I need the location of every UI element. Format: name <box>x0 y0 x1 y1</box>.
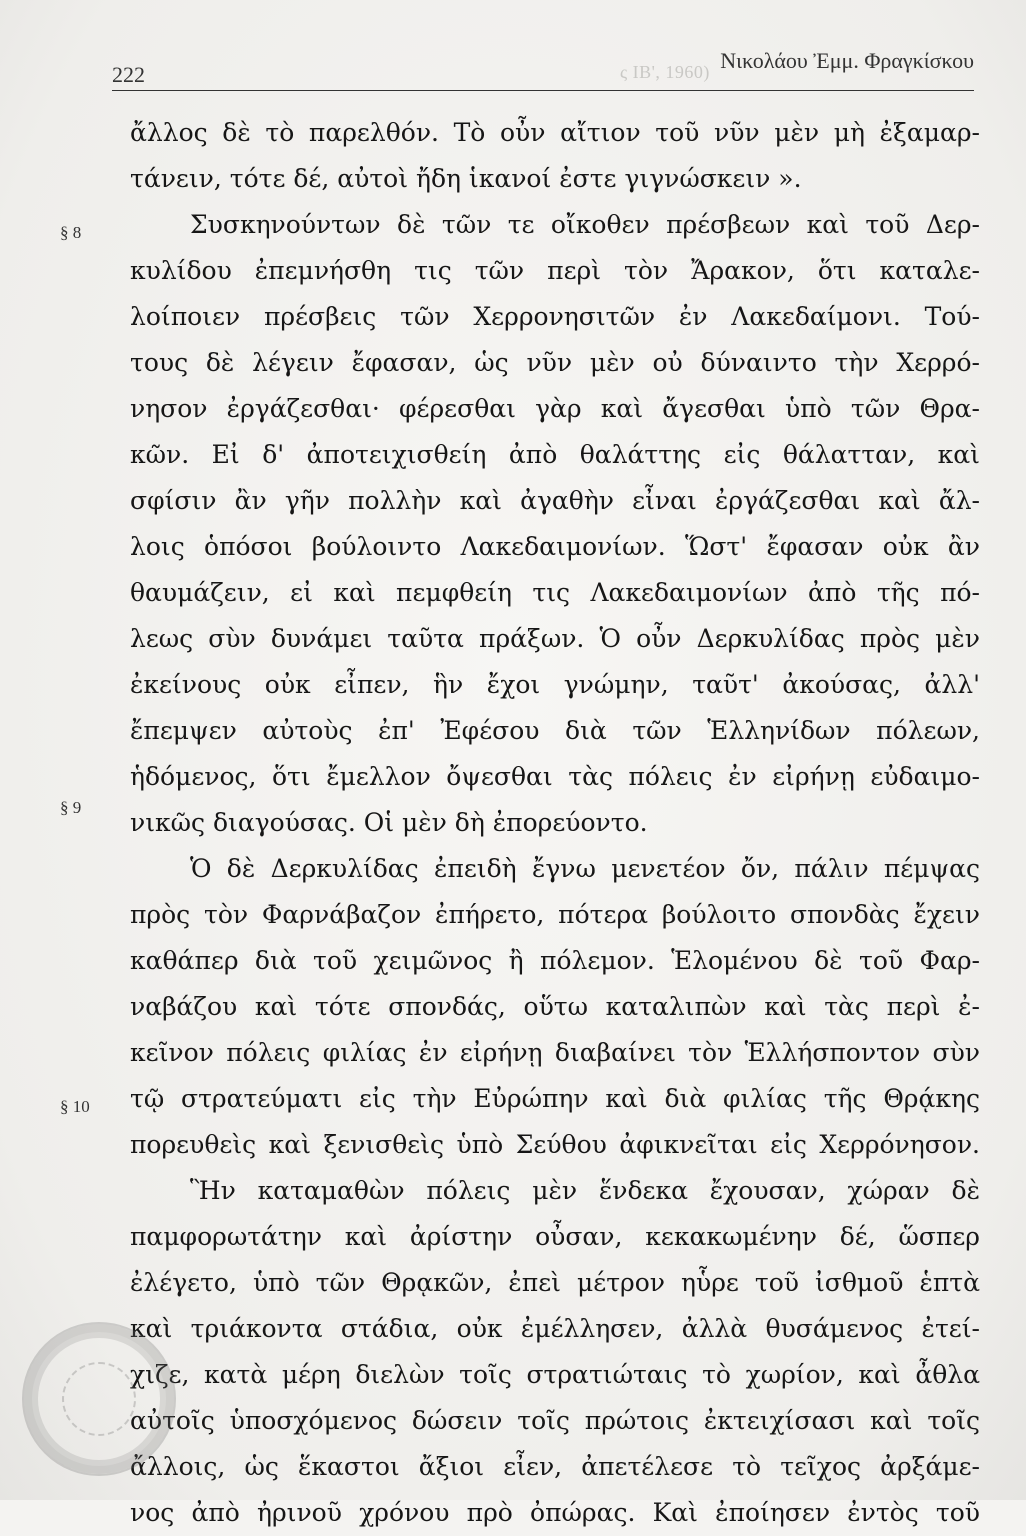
text-line: αὐτοῖς ὑποσχόμενος δώσειν τοῖς πρώτοις ἐκτειχίσασι καὶ τοῖς <box>130 1406 980 1435</box>
text-line: Ὁ δὲ Δερκυλίδας ἐπειδὴ ἔγνω μενετέον ὄν, πάλιν πέμψας <box>190 854 980 883</box>
text-line: λοις ὁπόσοι βούλοιντο Λακεδαιμονίων. Ὥστ' ἔφασαν οὐκ ἂν <box>130 532 980 561</box>
text-line: ἐλέγετο, ὑπὸ τῶν Θρᾳκῶν, ἐπεὶ μέτρον ηὗρε τοῦ ἰσθμοῦ ἑπτὰ <box>130 1268 980 1297</box>
text-line: Συσκηνούντων δὲ τῶν τε οἴκοθεν πρέσβεων καὶ τοῦ Δερ- <box>190 210 980 239</box>
page-header <box>112 48 974 91</box>
text-line: τάνειν, τότε δέ, αὐτοὶ ἤδη ἱκανοί ἐστε γιγνώσκειν ». <box>130 164 802 193</box>
text-line: σφίσιν ἂν γῆν πολλὴν καὶ ἀγαθὴν εἶναι ἐργάζεσθαι καὶ ἄλ- <box>130 486 980 515</box>
text-line: ἄλλος δὲ τὸ παρελθόν. Τὸ οὖν αἴτιον τοῦ νῦν μὲν μὴ ἐξαμαρ- <box>130 118 980 147</box>
text-line: νος ἀπὸ ἠρινοῦ χρόνου πρὸ ὀπώρας. Καὶ ἐποίησεν ἐντὸς τοῦ <box>130 1498 980 1527</box>
text-line: ἄλλοις, ὡς ἕκαστοι ἄξιοι εἶεν, ἀπετέλεσε τὸ τεῖχος ἀρξάμε- <box>130 1452 980 1481</box>
section-mark-9: § 9 <box>60 798 82 817</box>
text-line: ἐκείνους οὐκ εἶπεν, ἣν ἔχοι γνώμην, ταῦτ' ἀκούσας, ἀλλ' <box>130 670 980 699</box>
text-line: κυλίδου ἐπεμνήσθη τις τῶν περὶ τὸν Ἄρακον, ὅτι καταλε- <box>130 256 980 285</box>
stamp-center <box>62 1362 136 1436</box>
text-line: νησον ἐργάζεσθαι· φέρεσθαι γὰρ καὶ ἄγεσθαι ὑπὸ τῶν Θρα- <box>130 394 980 423</box>
section-mark-10: § 10 <box>60 1097 90 1116</box>
text-line: τους δὲ λέγειν ἔφασαν, ὡς νῦν μὲν οὐ δύναιντο τὴν Χερρό- <box>130 348 980 377</box>
text-line: λοίποιεν πρέσβεις τῶν Χερρονησιτῶν ἐν Λακεδαίμονι. Τού- <box>130 302 980 331</box>
text-line: Ἣν καταμαθὼν πόλεις μὲν ἕνδεκα ἔχουσαν, χώραν δὲ <box>190 1176 980 1205</box>
body-text <box>130 110 980 1536</box>
text-line: λεως σὺν δυνάμει ταῦτα πράξων. Ὁ οὖν Δερκυλίδας πρὸς μὲν <box>130 624 980 653</box>
page-number: 222 <box>112 62 145 87</box>
text-line: τῷ στρατεύματι εἰς τὴν Εὐρώπην καὶ διὰ φιλίας τῆς Θρᾴκης <box>130 1084 980 1113</box>
text-line: παμφορωτάτην καὶ ἀρίστην οὖσαν, κεκακωμένην δέ, ὥσπερ <box>130 1222 980 1251</box>
text-line: πορευθεὶς καὶ ξενισθεὶς ὑπὸ Σεύθου ἀφικνεῖται εἰς Χερρόνησον. <box>130 1130 980 1159</box>
text-line: καὶ τριάκοντα στάδια, οὐκ ἐμέλλησεν, ἀλλὰ θυσάμενος ἐτεί- <box>130 1314 980 1343</box>
text-line: κεῖνον πόλεις φιλίας ἐν εἰρήνῃ διαβαίνει τὸν Ἑλλήσποντον σὺν <box>130 1038 980 1067</box>
text-line: χιζε, κατὰ μέρη διελὼν τοῖς στρατιώταις τὸ χωρίον, καὶ ἆθλα <box>130 1360 980 1389</box>
text-line: νικῶς διαγούσας. Οἱ μὲν δὴ ἐπορεύοντο. <box>130 808 648 837</box>
running-head: Νικολάου Ἐμμ. Φραγκίσκου <box>720 48 974 73</box>
text-line: καθάπερ διὰ τοῦ χειμῶνος ἢ πόλεμον. Ἑλομένου δὲ τοῦ Φαρ- <box>130 946 980 975</box>
text-line: ναβάζου καὶ τότε σπονδάς, οὕτω καταλιπὼν καὶ τὰς περὶ ἐ- <box>130 992 980 1021</box>
text-line: κῶν. Εἰ δ' ἀποτειχισθείη ἀπὸ θαλάττης εἰς θάλατταν, καὶ <box>130 440 980 469</box>
text-line: πρὸς τὸν Φαρνάβαζον ἐπήρετο, πότερα βούλοιτο σπονδὰς ἔχειν <box>130 900 980 929</box>
bleed-through-text: ς ΙΒ', 1960) <box>620 62 710 82</box>
library-stamp <box>22 1322 176 1476</box>
text-line: ἔπεμψεν αὐτοὺς ἐπ' Ἐφέσου διὰ τῶν Ἑλληνίδων πόλεων, <box>130 716 980 745</box>
text-line: θαυμάζειν, εἰ καὶ πεμφθείη τις Λακεδαιμονίων ἀπὸ τῆς πό- <box>130 578 980 607</box>
section-mark-8: § 8 <box>60 223 82 242</box>
text-line: ἡδόμενος, ὅτι ἔμελλον ὄψεσθαι τὰς πόλεις ἐν εἰρήνῃ εὐδαιμο- <box>130 762 980 791</box>
